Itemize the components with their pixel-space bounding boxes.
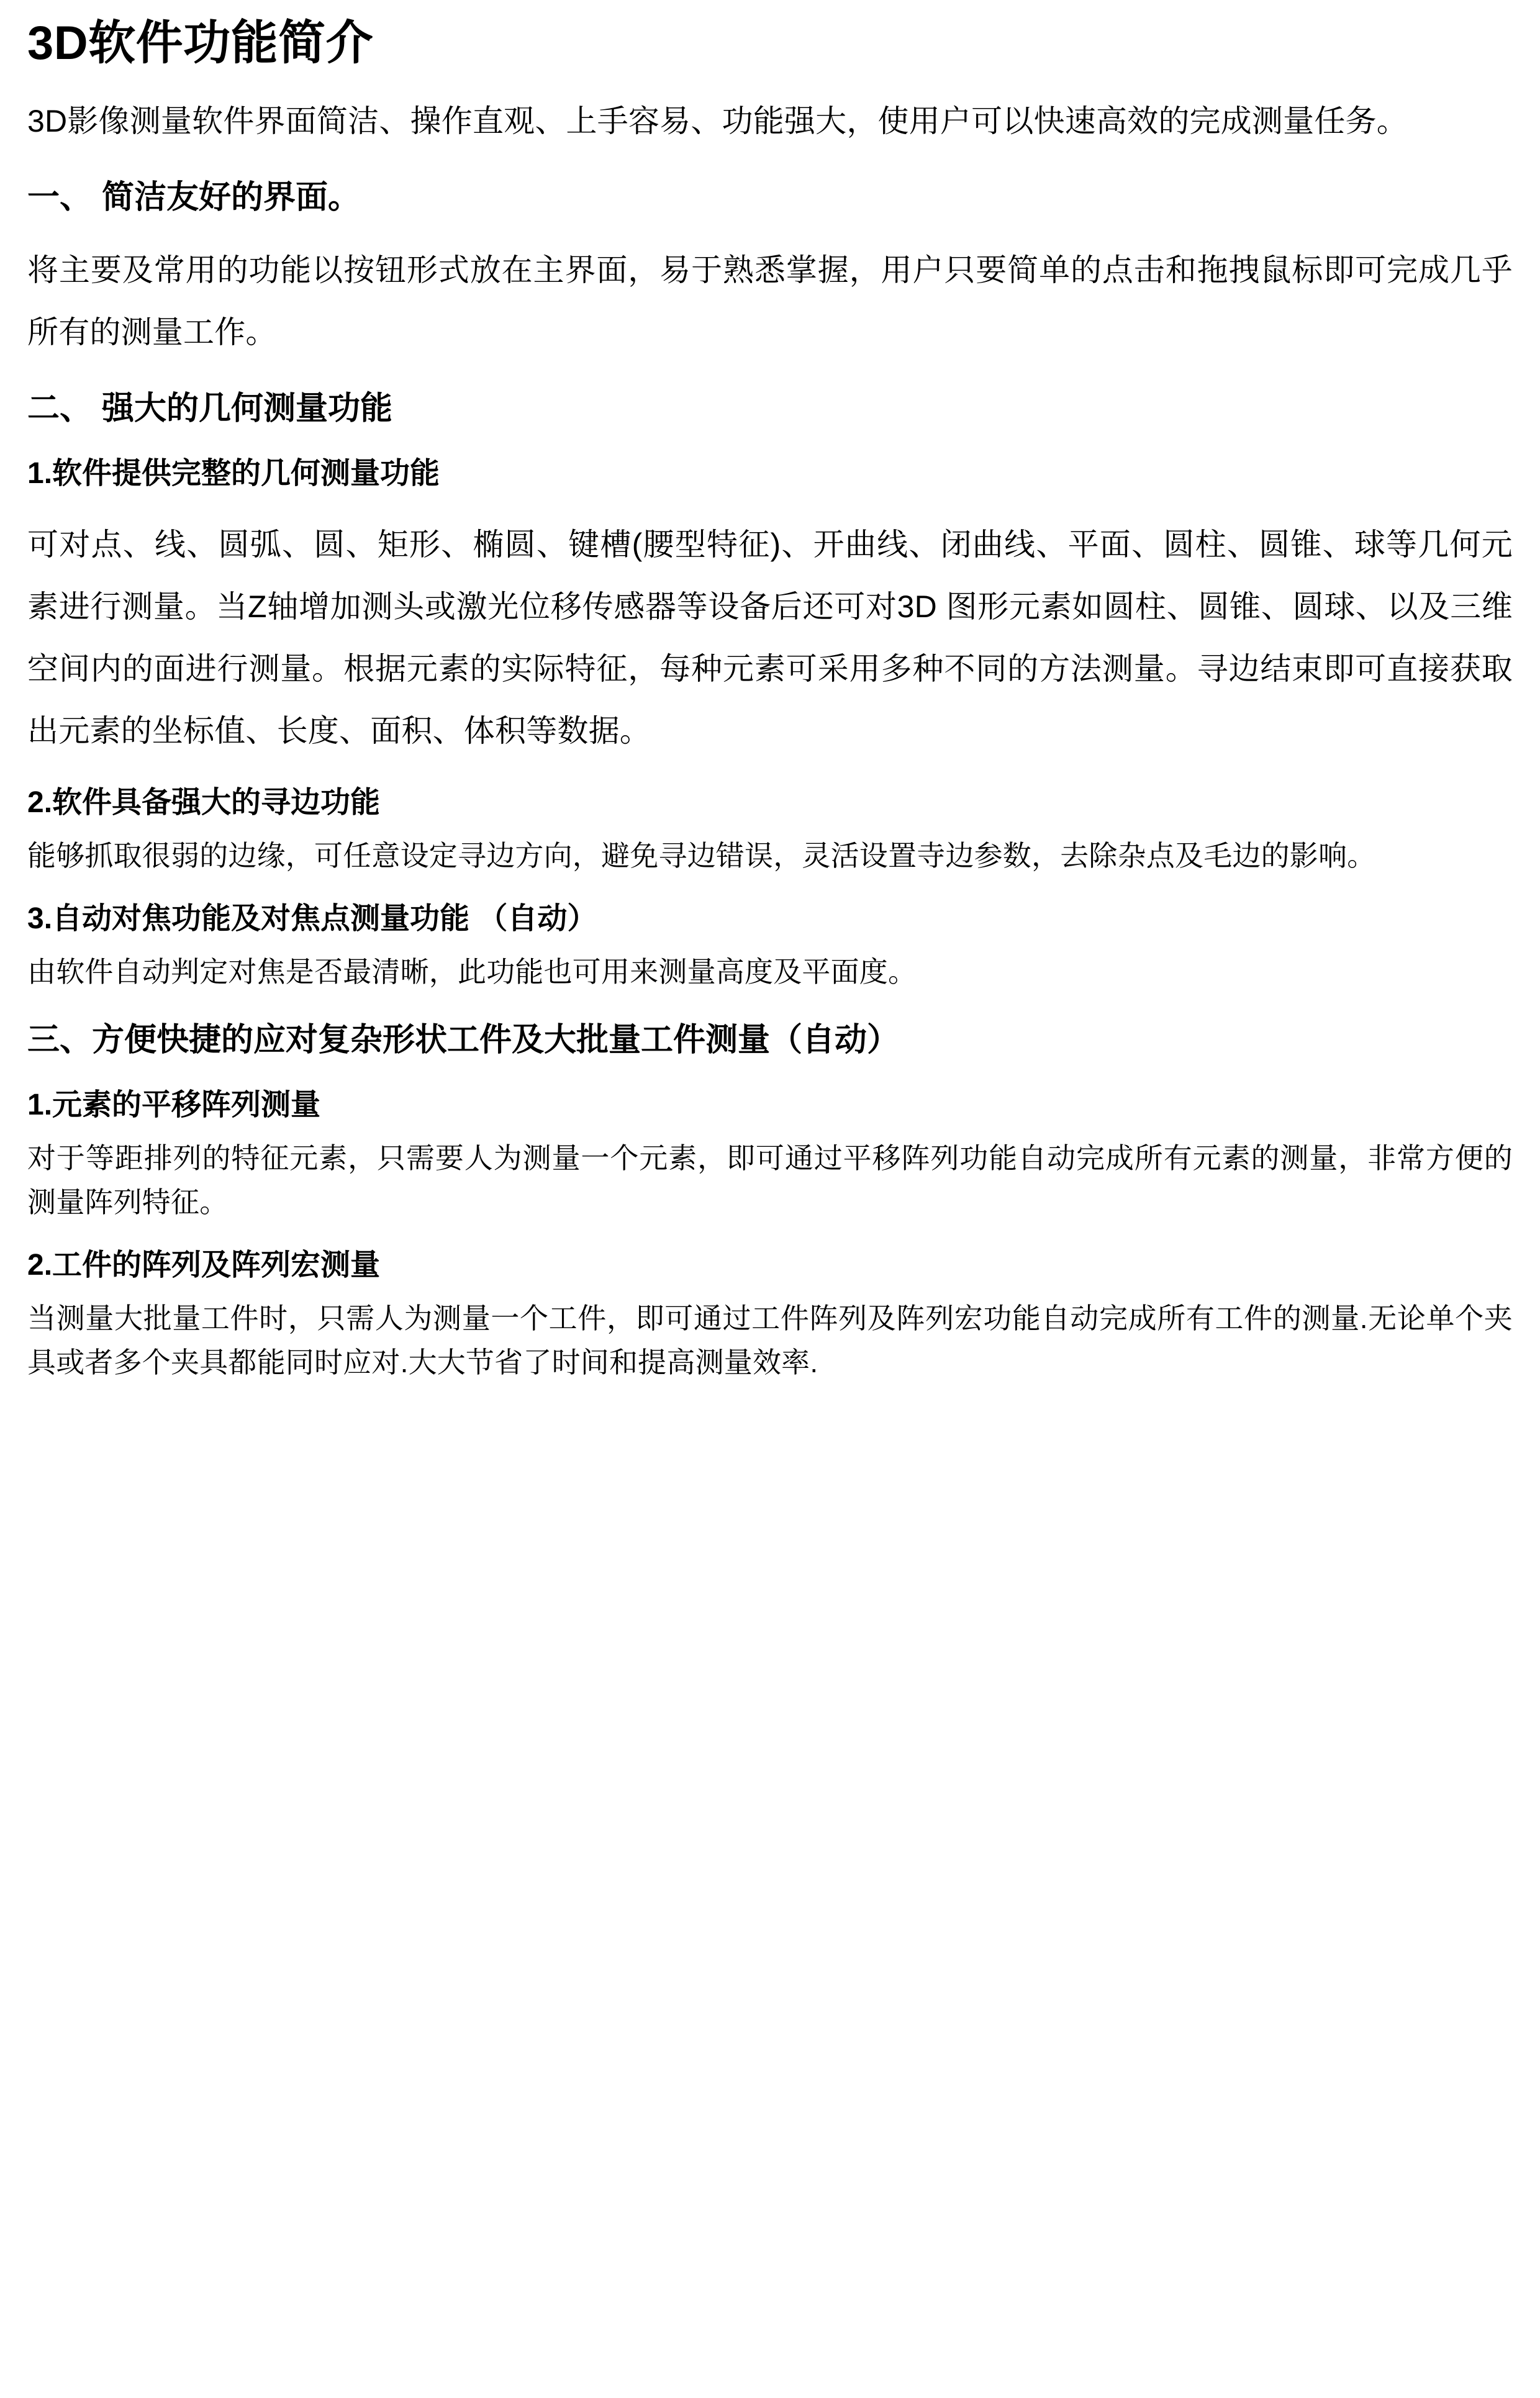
document-page [0,14,1540,2398]
section-number-3: 三、 [27,1021,93,1058]
section-number-2: 二、 [27,391,93,427]
intro-paragraph: 3D影像测量软件界面简洁、操作直观、上手容易、功能强大，使用户可以快速高效的完成测量任务。 [27,104,1408,138]
subsection-heading-3-2: 2.工件的阵列及阵列宏测量 [27,1249,381,1282]
section-heading-1 [27,173,1513,222]
page-title: 3D软件功能简介 [27,17,374,70]
section-title-1: 简洁友好的界面。 [102,179,361,215]
section-title-3: 方便快捷的应对复杂形状工件及大批量工件测量（自动） [92,1021,900,1058]
subsection-heading-2-2: 2.软件具备强大的寻边功能 [27,786,381,819]
subsection-body-3-1: 对于等距排列的特征元素，只需要人为测量一个元素，即可通过平移阵列功能自动完成所有元素的测量，非常方便的测量阵列特征。 [27,1141,1513,1218]
subsection-body-2-1: 可对点、线、圆弧、圆、矩形、椭圆、键槽(腰型特征)、开曲线、闭曲线、平面、圆柱、圆锥、球等几何元素进行测量。当Z轴增加测头或激光位移传感器等设备后还可对3D 图形元素如圆柱、圆锥、圆球、以及三维空间内的面进行测量。根据元素的实际特征，每种元素可采用多种不同的方法测量。寻边结束即可直接获取出元素的坐标值、长度、面积、体积等数据。 [27,527,1513,748]
subsection-heading-2-3: 3.自动对焦功能及对焦点测量功能 （自动） [27,902,597,936]
section-body-1: 将主要及常用的功能以按钮形式放在主界面，易于熟悉掌握，用户只要简单的点击和拖拽鼠标即可完成几乎所有的测量工作。 [27,253,1513,350]
section-heading-3 [27,1016,1513,1064]
subsection-heading-2-1: 1.软件提供完整的几何测量功能 [27,457,440,490]
section-number-1: 一、 [27,179,93,215]
subsection-body-2-2: 能够抓取很弱的边缘，可任意设定寻边方向，避免寻边错误，灵活设置寺边参数，去除杂点及毛边的影响。 [27,839,1376,872]
subsection-body-3-2: 当测量大批量工件时，只需人为测量一个工件，即可通过工件阵列及阵列宏功能自动完成所有工件的测量.无论单个夹具或者多个夹具都能同时应对.大大节省了时间和提高测量效率. [27,1302,1513,1379]
section-title-2: 强大的几何测量功能 [102,391,393,427]
subsection-body-2-3: 由软件自动判定对焦是否最清晰，此功能也可用来测量高度及平面度。 [27,956,917,989]
section-heading-2 [27,384,1513,433]
subsection-heading-3-1: 1.元素的平移阵列测量 [27,1088,321,1121]
